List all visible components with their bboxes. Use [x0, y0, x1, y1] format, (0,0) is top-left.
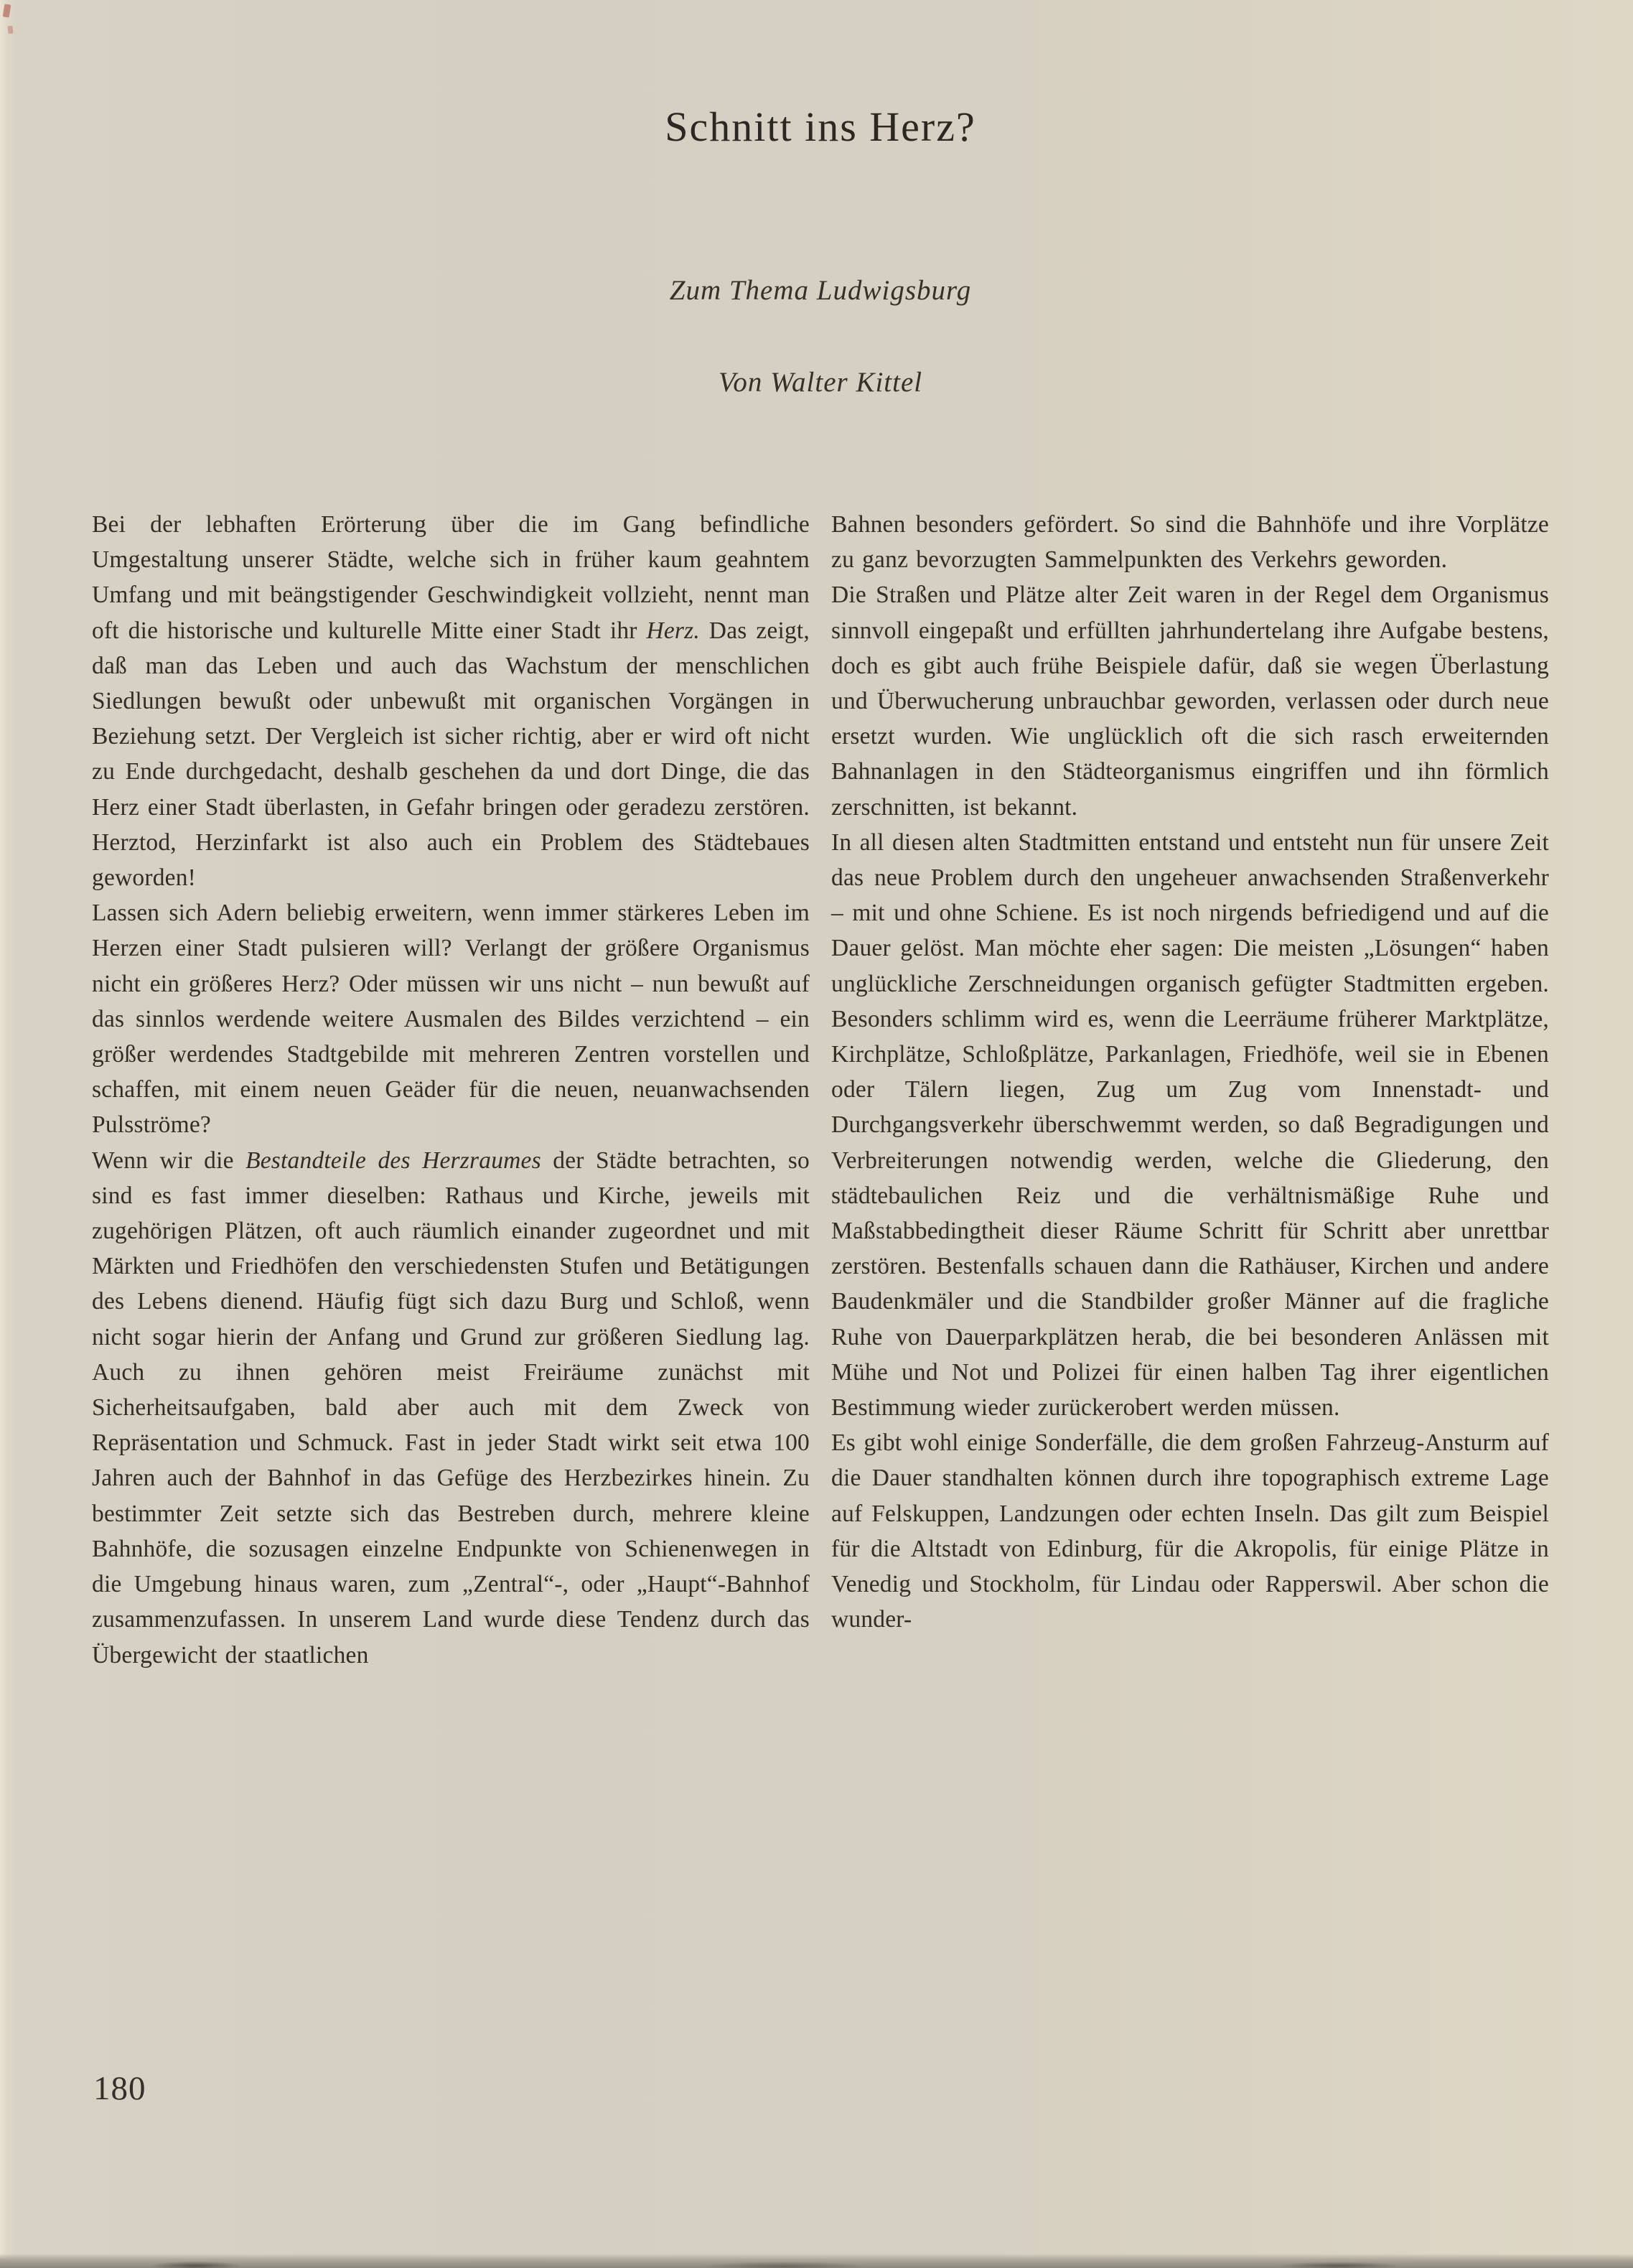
paragraph: Die Straßen und Plätze alter Zeit waren in der Regel dem Organismus sinnvoll eingepaßt und erfüllten jahrhundertelang ihre Aufgabe bestens, doch es gibt auch frühe Beispiele dafür, daß sie wegen Überlastung und Überwucherung unbrauchbar geworden, verlassen oder durch neue ersetzt wurden. Wie unglücklich oft die sich rasch erweiternden Bahnanlagen in den Städteorganismus eingriffen und ihn förmlich zerschnitten, ist bekannt.: [831, 582, 1549, 821]
italic-phrase: Bestandteile des Herzraumes: [245, 1147, 541, 1174]
paragraph: Bei der lebhaften Erörterung über die im Gang befindliche Umgestaltung unserer Städte, welche sich in früher kaum geahntem Umfang und mit beängstigender Geschwindigkeit vollzieht, nennt man oft die historische und kulturelle Mitte einer Stadt ihr Herz. Das zeigt, daß man das Leben und auch das Wachstum der menschlichen Siedlungen bewußt oder unbewußt mit organischen Vorgängen in Beziehung setzt. Der Vergleich ist sicher richtig, aber er wird oft nicht zu Ende durchgedacht, deshalb geschehen da und dort Dinge, die das Herz einer Stadt überlasten, in Gefahr bringen oder geradezu zerstören. Herztod, Herzinfarkt ist also auch ein Problem des Städtebaues geworden!: [92, 511, 810, 892]
paragraph: Es gibt wohl einige Sonderfälle, die dem großen Fahrzeug-Ansturm auf die Dauer standhalten können durch ihre topographisch extreme Lage auf Felskuppen, Landzungen oder echten Inseln. Das gilt zum Beispiel für die Altstadt von Edinburg, für die Akropolis, für einige Plätze in Venedig und Stockholm, für Lindau oder Rapperswil. Aber schon die wunder-: [831, 1429, 1549, 1633]
left-column: [92, 507, 810, 1673]
article-byline: Von Walter Kittel: [718, 367, 923, 398]
paragraph: Wenn wir die Bestandteile des Herzraumes der Städte betrachten, so sind es fast immer dieselben: Rathaus und Kirche, jeweils mit zugehörigen Plätzen, oft auch räumlich einander zugeordnet und mit Märkten und Friedhöfen den verschiedensten Stufen und Betätigungen des Lebens dienend. Häufig fügt sich dazu Burg und Schloß, wenn nicht sogar hierin der Anfang und Grund zur größeren Siedlung lag. Auch zu ihnen gehören meist Freiräume zunächst mit Sicherheitsaufgaben, bald aber auch mit dem Zweck von Repräsentation und Schmuck. Fast in jeder Stadt wirkt seit etwa 100 Jahren auch der Bahnhof in das Gefüge des Herzbezirkes hinein. Zu bestimmter Zeit setzte sich das Bestreben durch, mehrere kleine Bahnhöfe, die sozusagen einzelne Endpunkte von Schienenwegen in die Umgebung hinaus waren, zum „Zentral“-, oder „Haupt“-Bahnhof zusammenzufassen. In unserem Land wurde diese Tendenz durch das Übergewicht der staatlichen: [92, 1147, 810, 1669]
scan-bottom-edge: [0, 2254, 1633, 2268]
paragraph: In all diesen alten Stadtmitten entstand und entsteht nun für unsere Zeit das neue Problem durch den ungeheuer anwachsenden Straßenverkehr – mit und ohne Schiene. Es ist noch nirgends befriedigend und auf die Dauer gelöst. Man möchte eher sagen: Die meisten „Lösungen“ haben unglückliche Zerschneidungen organisch gefügter Stadtmitten ergeben. Besonders schlimm wird es, wenn die Leerräume früherer Marktplätze, Kirchplätze, Schloßplätze, Parkanlagen, Friedhöfe, weil sie in Ebenen oder Tälern liegen, Zug um Zug vom Innenstadt- und Durchgangsverkehr überschwemmt werden, so daß Begradigungen und Verbreiterungen notwendig werden, welche die Gliederung, den städtebaulichen Reiz und die verhältnismäßige Ruhe und Maßstabbedingtheit dieser Räume Schritt für Schritt aber unrettbar zerstören. Bestenfalls schauen dann die Rathäuser, Kirchen und andere Baudenkmäler und die Standbilder großer Männer auf die fragliche Ruhe von Dauerparkplätzen herab, die bei besonderen Anlässen mit Mühe und Not und Polizei für einen halben Tag ihrer eigentlichen Bestimmung wieder zurückerobert werden müssen.: [831, 829, 1549, 1422]
paragraph: Bahnen besonders gefördert. So sind die Bahnhöfe und ihre Vorplätze zu ganz bevorzugten Sammelpunkten des Verkehrs geworden.: [831, 511, 1549, 574]
paper-left-edge: [0, 0, 11, 2268]
text-columns: [92, 507, 1549, 1673]
article-subtitle: Zum Thema Ludwigsburg: [669, 275, 972, 306]
scan-artifact: [7, 26, 13, 34]
paragraph: Lassen sich Adern beliebig erweitern, wenn immer stärkeres Leben im Herzen einer Stadt pulsieren will? Verlangt der größere Organismus nicht ein größeres Herz? Oder müssen wir uns nicht – nun bewußt auf das sinnlos werdende weitere Ausmalen des Bildes verzichtend – ein größer werdendes Stadtgebilde mit mehreren Zentren vorstellen und schaffen, mit einem neuen Geäder für die neuen, neuanwachsenden Pulsströme?: [92, 900, 810, 1139]
right-column: [831, 507, 1549, 1673]
page-title: Schnitt ins Herz?: [665, 103, 976, 150]
italic-phrase: Herz.: [646, 617, 700, 644]
page-number: 180: [93, 2070, 146, 2107]
